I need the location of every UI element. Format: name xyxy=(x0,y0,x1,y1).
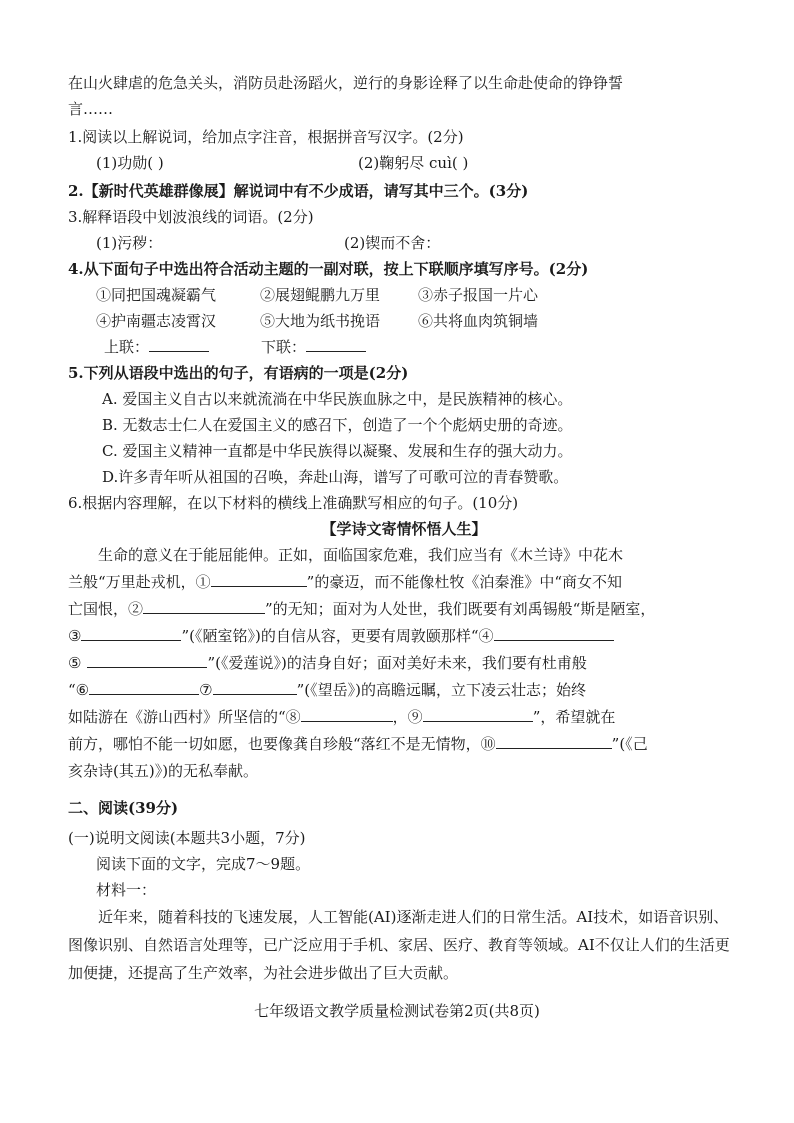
q6-text: ”(《望岳》)的高瞻远瞩，立下凌云壮志；始终 xyxy=(296,681,586,699)
question-3: 3.解释语段中划波浪线的词语。(2分) xyxy=(68,208,314,226)
blank-10[interactable] xyxy=(496,733,612,749)
q4-option-6: ⑥共将血肉筑铜墙 xyxy=(418,312,539,330)
q6-text: ”的无知；面对为人处世，我们既要有刘禹锡般“斯是陋室， xyxy=(265,600,656,618)
q6-text: ”(《爱莲说》)的洁身自好；面对美好未来，我们要有杜甫般 xyxy=(207,654,587,672)
q4-option-2: ②展翅鲲鹏九万里 xyxy=(260,286,381,304)
q6-text: 如陆游在《游山西村》所坚信的“⑧ xyxy=(68,708,301,726)
blank-4[interactable] xyxy=(494,625,614,641)
blank-2[interactable] xyxy=(143,598,265,614)
question-3-answers xyxy=(68,230,740,256)
q6-text: 兰般“万里赴戎机，① xyxy=(68,573,211,591)
q6-text: ”的豪迈，而不能像杜牧《泊秦淮》中“商女不知 xyxy=(306,573,623,591)
blank-1[interactable] xyxy=(211,571,307,587)
blank-9[interactable] xyxy=(423,706,533,722)
question-6: 6.根据内容理解，在以下材料的横线上准确默写相应的句子。(10分) xyxy=(68,494,519,512)
lower-blank[interactable] xyxy=(306,336,366,352)
q6-line-9: 亥杂诗(其五)》)的无私奉献。 xyxy=(68,762,259,780)
q6-text: ”(《陋室铭》)的自信从容，更要有周敦颐那样“④ xyxy=(181,627,494,645)
q6-line-5 xyxy=(68,650,740,677)
q6-line-6 xyxy=(68,677,740,704)
q3-item-a[interactable]: (1)污秽： xyxy=(96,234,163,252)
blank-8[interactable] xyxy=(301,706,393,722)
q3-item-b[interactable]: (2)锲而不舍： xyxy=(344,234,441,252)
q6-line-4 xyxy=(68,623,740,650)
intro-line-1: 在山火肆虐的危急关头，消防员赴汤蹈火，逆行的身影诠释了以生命赴使命的铮铮誓 xyxy=(68,74,624,92)
blank-3[interactable] xyxy=(81,625,181,641)
page-footer: 七年级语文教学质量检测试卷第2页(共8页) xyxy=(254,1002,540,1020)
q6-text: ，⑨ xyxy=(392,708,423,726)
q6-title: 【学诗文寄情怀悟人生】 xyxy=(321,520,487,538)
q4-answer-row xyxy=(68,334,740,360)
material-label: 材料一： xyxy=(96,881,157,899)
q4-option-1: ①同把国魂凝霸气 xyxy=(96,286,217,304)
subsection-title: (一)说明文阅读(本题共3小题，7分) xyxy=(68,829,306,847)
lower-label: 下联： xyxy=(261,338,307,356)
section-2-title: 二、阅读(39分) xyxy=(68,799,179,817)
q6-line-2 xyxy=(68,569,740,596)
q4-option-4: ④护南疆志凌霄汉 xyxy=(96,312,217,330)
q1-item-b[interactable]: (2)鞠躬尽 cuì( ) xyxy=(358,154,469,172)
q6-line-1: 生命的意义在于能屈能伸。正如，面临国家危难，我们应当有《木兰诗》中花木 xyxy=(98,546,624,564)
blank-6[interactable] xyxy=(89,679,199,695)
q4-option-5: ⑤大地为纸书挽语 xyxy=(260,312,381,330)
q6-text: ”，希望就在 xyxy=(532,708,616,726)
question-4: 4.从下面句子中选出符合活动主题的一副对联，按上下联顺序填写序号。(2分) xyxy=(68,260,589,278)
question-1: 1.阅读以上解说词，给加点字注音，根据拼音写汉字。(2分) xyxy=(68,128,464,146)
q5-option-d[interactable]: D.许多青年听从祖国的召唤，奔赴山海，谱写了可歌可泣的青春赞歌。 xyxy=(102,468,569,486)
q6-text: ③ xyxy=(68,627,82,645)
q6-line-7 xyxy=(68,704,740,731)
material-text: 近年来，随着科技的飞速发展，人工智能(AI)逐渐走进人们的日常生活。AI技术，如语音识别、图像识别、自然语言处理等，已广泛应用于手机、家居、医疗、教育等领域。AI不仅让人们的生活更加便捷，还提高了生产效率，为社会进步做出了巨大贡献。 xyxy=(68,908,730,982)
q4-options-row-2 xyxy=(68,308,740,334)
q5-option-c[interactable]: C. 爱国主义精神一直都是中华民族得以凝聚、发展和生存的强大动力。 xyxy=(102,442,573,460)
q5-option-b[interactable]: B. 无数志士仁人在爱国主义的感召下，创造了一个个彪炳史册的奇迹。 xyxy=(102,416,573,434)
q4-option-3: ③赤子报国一片心 xyxy=(418,286,539,304)
exam-page xyxy=(68,70,740,987)
q6-line-8 xyxy=(68,731,740,758)
q1-item-a[interactable]: (1)功勋( ) xyxy=(96,154,164,172)
blank-5[interactable] xyxy=(87,652,207,668)
upper-label: 上联： xyxy=(104,338,150,356)
question-1-answers xyxy=(68,150,740,176)
q6-line-3 xyxy=(68,596,740,623)
q5-option-a[interactable]: A. 爱国主义自古以来就流淌在中华民族血脉之中，是民族精神的核心。 xyxy=(102,390,573,408)
q6-text: 前方，哪怕不能一切如愿，也要像龚自珍般“落红不是无情物，⑩ xyxy=(68,735,496,753)
question-2: 2.【新时代英雄群像展】解说词中有不少成语，请写其中三个。(3分) xyxy=(68,182,529,200)
q6-text: ”(《己 xyxy=(611,735,648,753)
q4-options-row-1 xyxy=(68,282,740,308)
intro-line-2: 言…… xyxy=(68,100,114,118)
instructions: 阅读下面的文字，完成7～9题。 xyxy=(96,855,311,873)
q6-text: “⑥ xyxy=(68,681,90,699)
q6-text: ⑤ xyxy=(68,654,82,672)
upper-blank[interactable] xyxy=(149,336,209,352)
q6-text: 亡国恨，② xyxy=(68,600,144,618)
blank-7[interactable] xyxy=(213,679,297,695)
question-5: 5.下列从语段中选出的句子，有语病的一项是(2分) xyxy=(68,364,409,382)
q6-text: ⑦ xyxy=(199,681,213,699)
